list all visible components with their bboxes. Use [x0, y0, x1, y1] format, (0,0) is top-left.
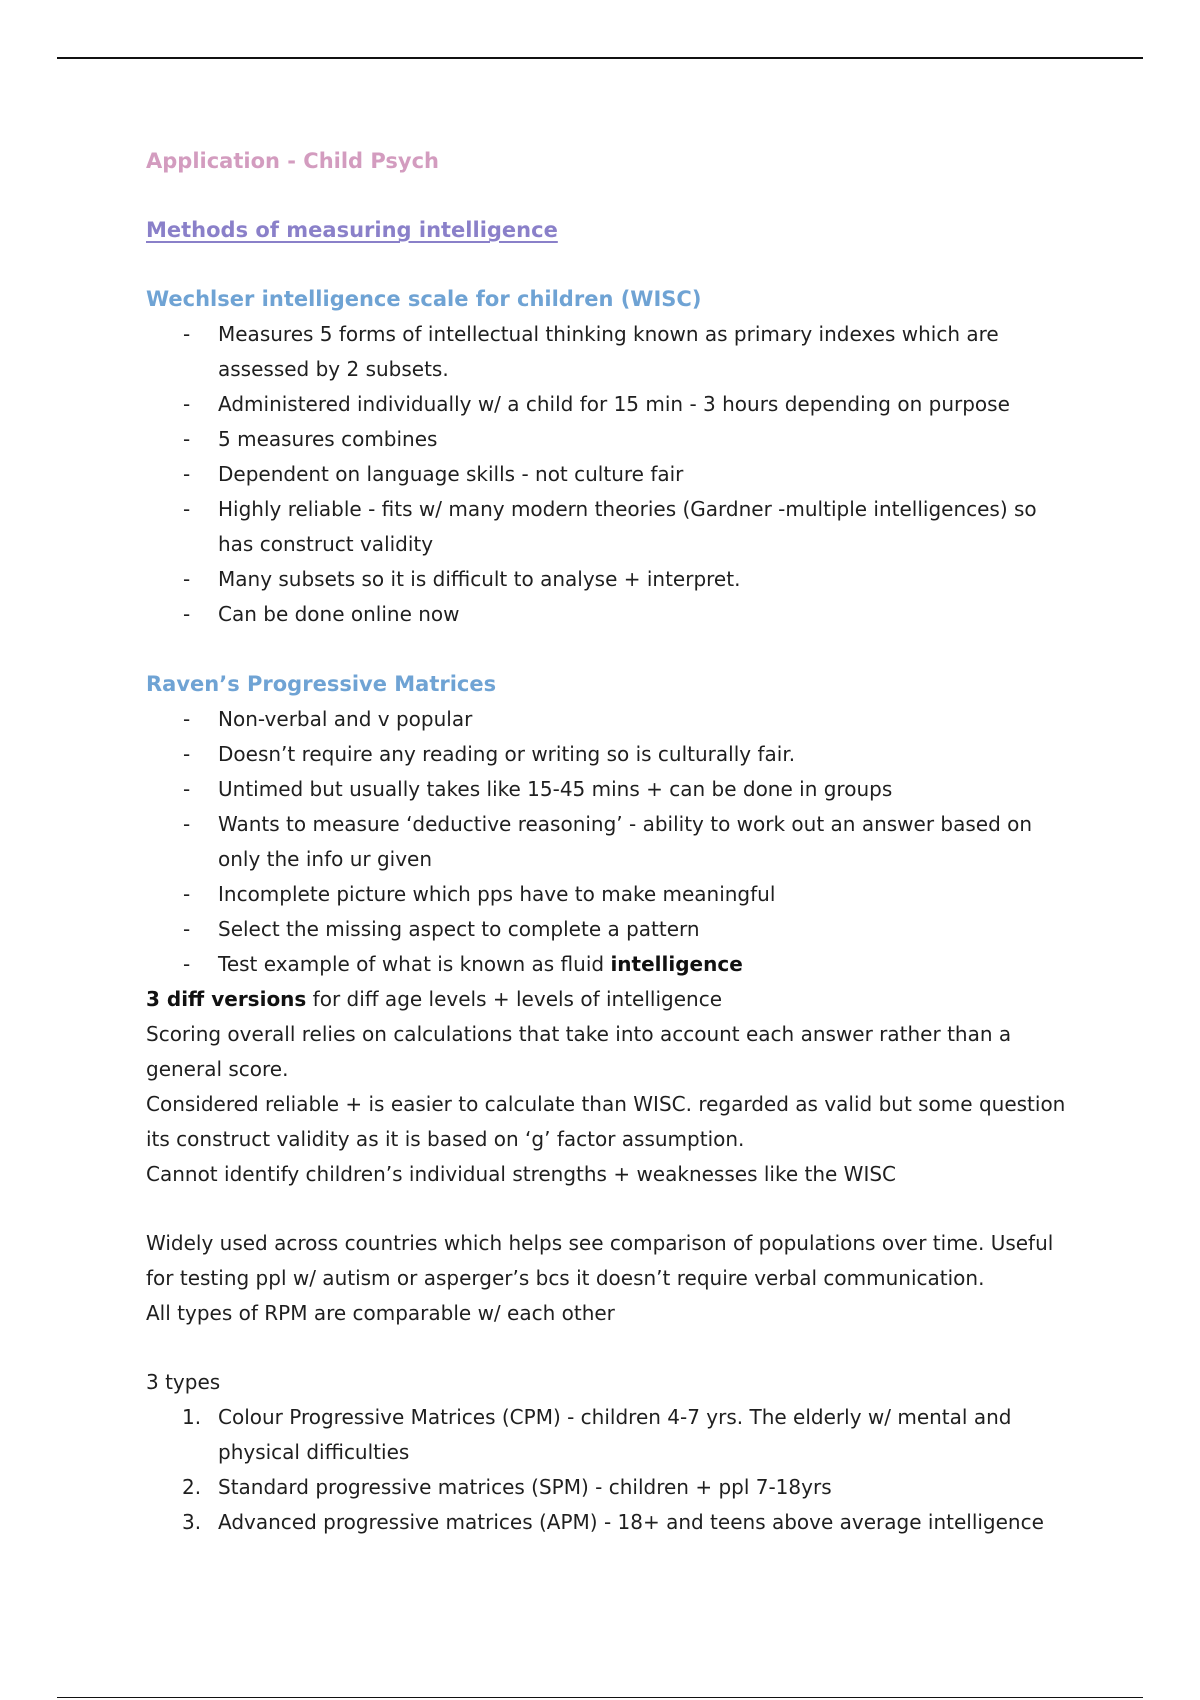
list-number: 2.	[182, 1475, 202, 1499]
versions-text: for diff age levels + levels of intelligence	[306, 987, 722, 1011]
list-item-text: Colour Progressive Matrices (CPM) - children 4-7 yrs. The elderly w/ mental and physical difficulties	[218, 1405, 1012, 1464]
spacer	[146, 1192, 1066, 1226]
versions-bold: 3 diff versions	[146, 987, 307, 1011]
strengths-paragraph: Cannot identify children’s individual strengths + weaknesses like the WISC	[146, 1162, 897, 1186]
top-divider	[57, 57, 1143, 59]
list-item: - Measures 5 forms of intellectual thinking known as primary indexes which are assessed by 2 subsets.	[146, 317, 1066, 387]
list-item: - 5 measures combines	[146, 422, 1066, 457]
list-item: - Highly reliable - fits w/ many modern theories (Gardner -multiple intelligences) so has construct validity	[146, 492, 1066, 562]
list-item	[146, 1505, 1066, 1540]
list-item-bold: intelligence	[610, 952, 743, 976]
list-number: 3.	[182, 1510, 202, 1534]
list-item: - Non-verbal and v popular	[146, 702, 1066, 737]
list-item-text: Standard progressive matrices (SPM) - children + ppl 7-18yrs	[218, 1475, 832, 1499]
usage-paragraph: Widely used across countries which helps see comparison of populations over time. Useful for testing ppl w/ autism or asperger’s bcs it doesn’t require verbal communication.	[146, 1231, 1054, 1290]
list-number: 1.	[182, 1405, 202, 1429]
wisc-heading: Wechlser intelligence scale for children (WISC)	[146, 287, 702, 311]
list-item	[146, 1400, 1066, 1470]
raven-bullet-list	[146, 702, 1066, 982]
list-item: - Can be done online now	[146, 597, 1066, 632]
page-title: Application - Child Psych	[146, 149, 439, 173]
bottom-divider	[57, 1697, 1143, 1698]
scoring-paragraph: Scoring overall relies on calculations that take into account each answer rather than a general score.	[146, 1022, 1012, 1081]
list-item: - Select the missing aspect to complete a pattern	[146, 912, 1066, 947]
list-item: - Wants to measure ‘deductive reasoning’ - ability to work out an answer based on only the info ur given	[146, 807, 1066, 877]
reliability-paragraph: Considered reliable + is easier to calculate than WISC. regarded as valid but some question its construct validity as it is based on ‘g’ factor assumption.	[146, 1092, 1066, 1151]
list-item	[146, 947, 1066, 982]
list-item: - Untimed but usually takes like 15-45 mins + can be done in groups	[146, 772, 1066, 807]
types-label: 3 types	[146, 1370, 221, 1394]
raven-heading: Raven’s Progressive Matrices	[146, 672, 497, 696]
document-body	[146, 144, 1066, 1540]
versions-paragraph	[146, 982, 1066, 1017]
list-item: - Many subsets so it is difficult to analyse + interpret.	[146, 562, 1066, 597]
spacer	[146, 1331, 1066, 1365]
list-item	[146, 1470, 1066, 1505]
list-item-text: Test example of what is known as fluid	[218, 952, 611, 976]
list-item: - Doesn’t require any reading or writing so is culturally fair.	[146, 737, 1066, 772]
list-item: - Incomplete picture which pps have to make meaningful	[146, 877, 1066, 912]
comparable-paragraph: All types of RPM are comparable w/ each other	[146, 1301, 615, 1325]
main-heading: Methods of measuring intelligence	[146, 218, 558, 242]
list-item-text: Advanced progressive matrices (APM) - 18+ and teens above average intelligence	[218, 1510, 1044, 1534]
list-item: - Dependent on language skills - not culture fair	[146, 457, 1066, 492]
types-list	[146, 1400, 1066, 1540]
list-item: - Administered individually w/ a child for 15 min - 3 hours depending on purpose	[146, 387, 1066, 422]
wisc-bullet-list	[146, 317, 1066, 632]
